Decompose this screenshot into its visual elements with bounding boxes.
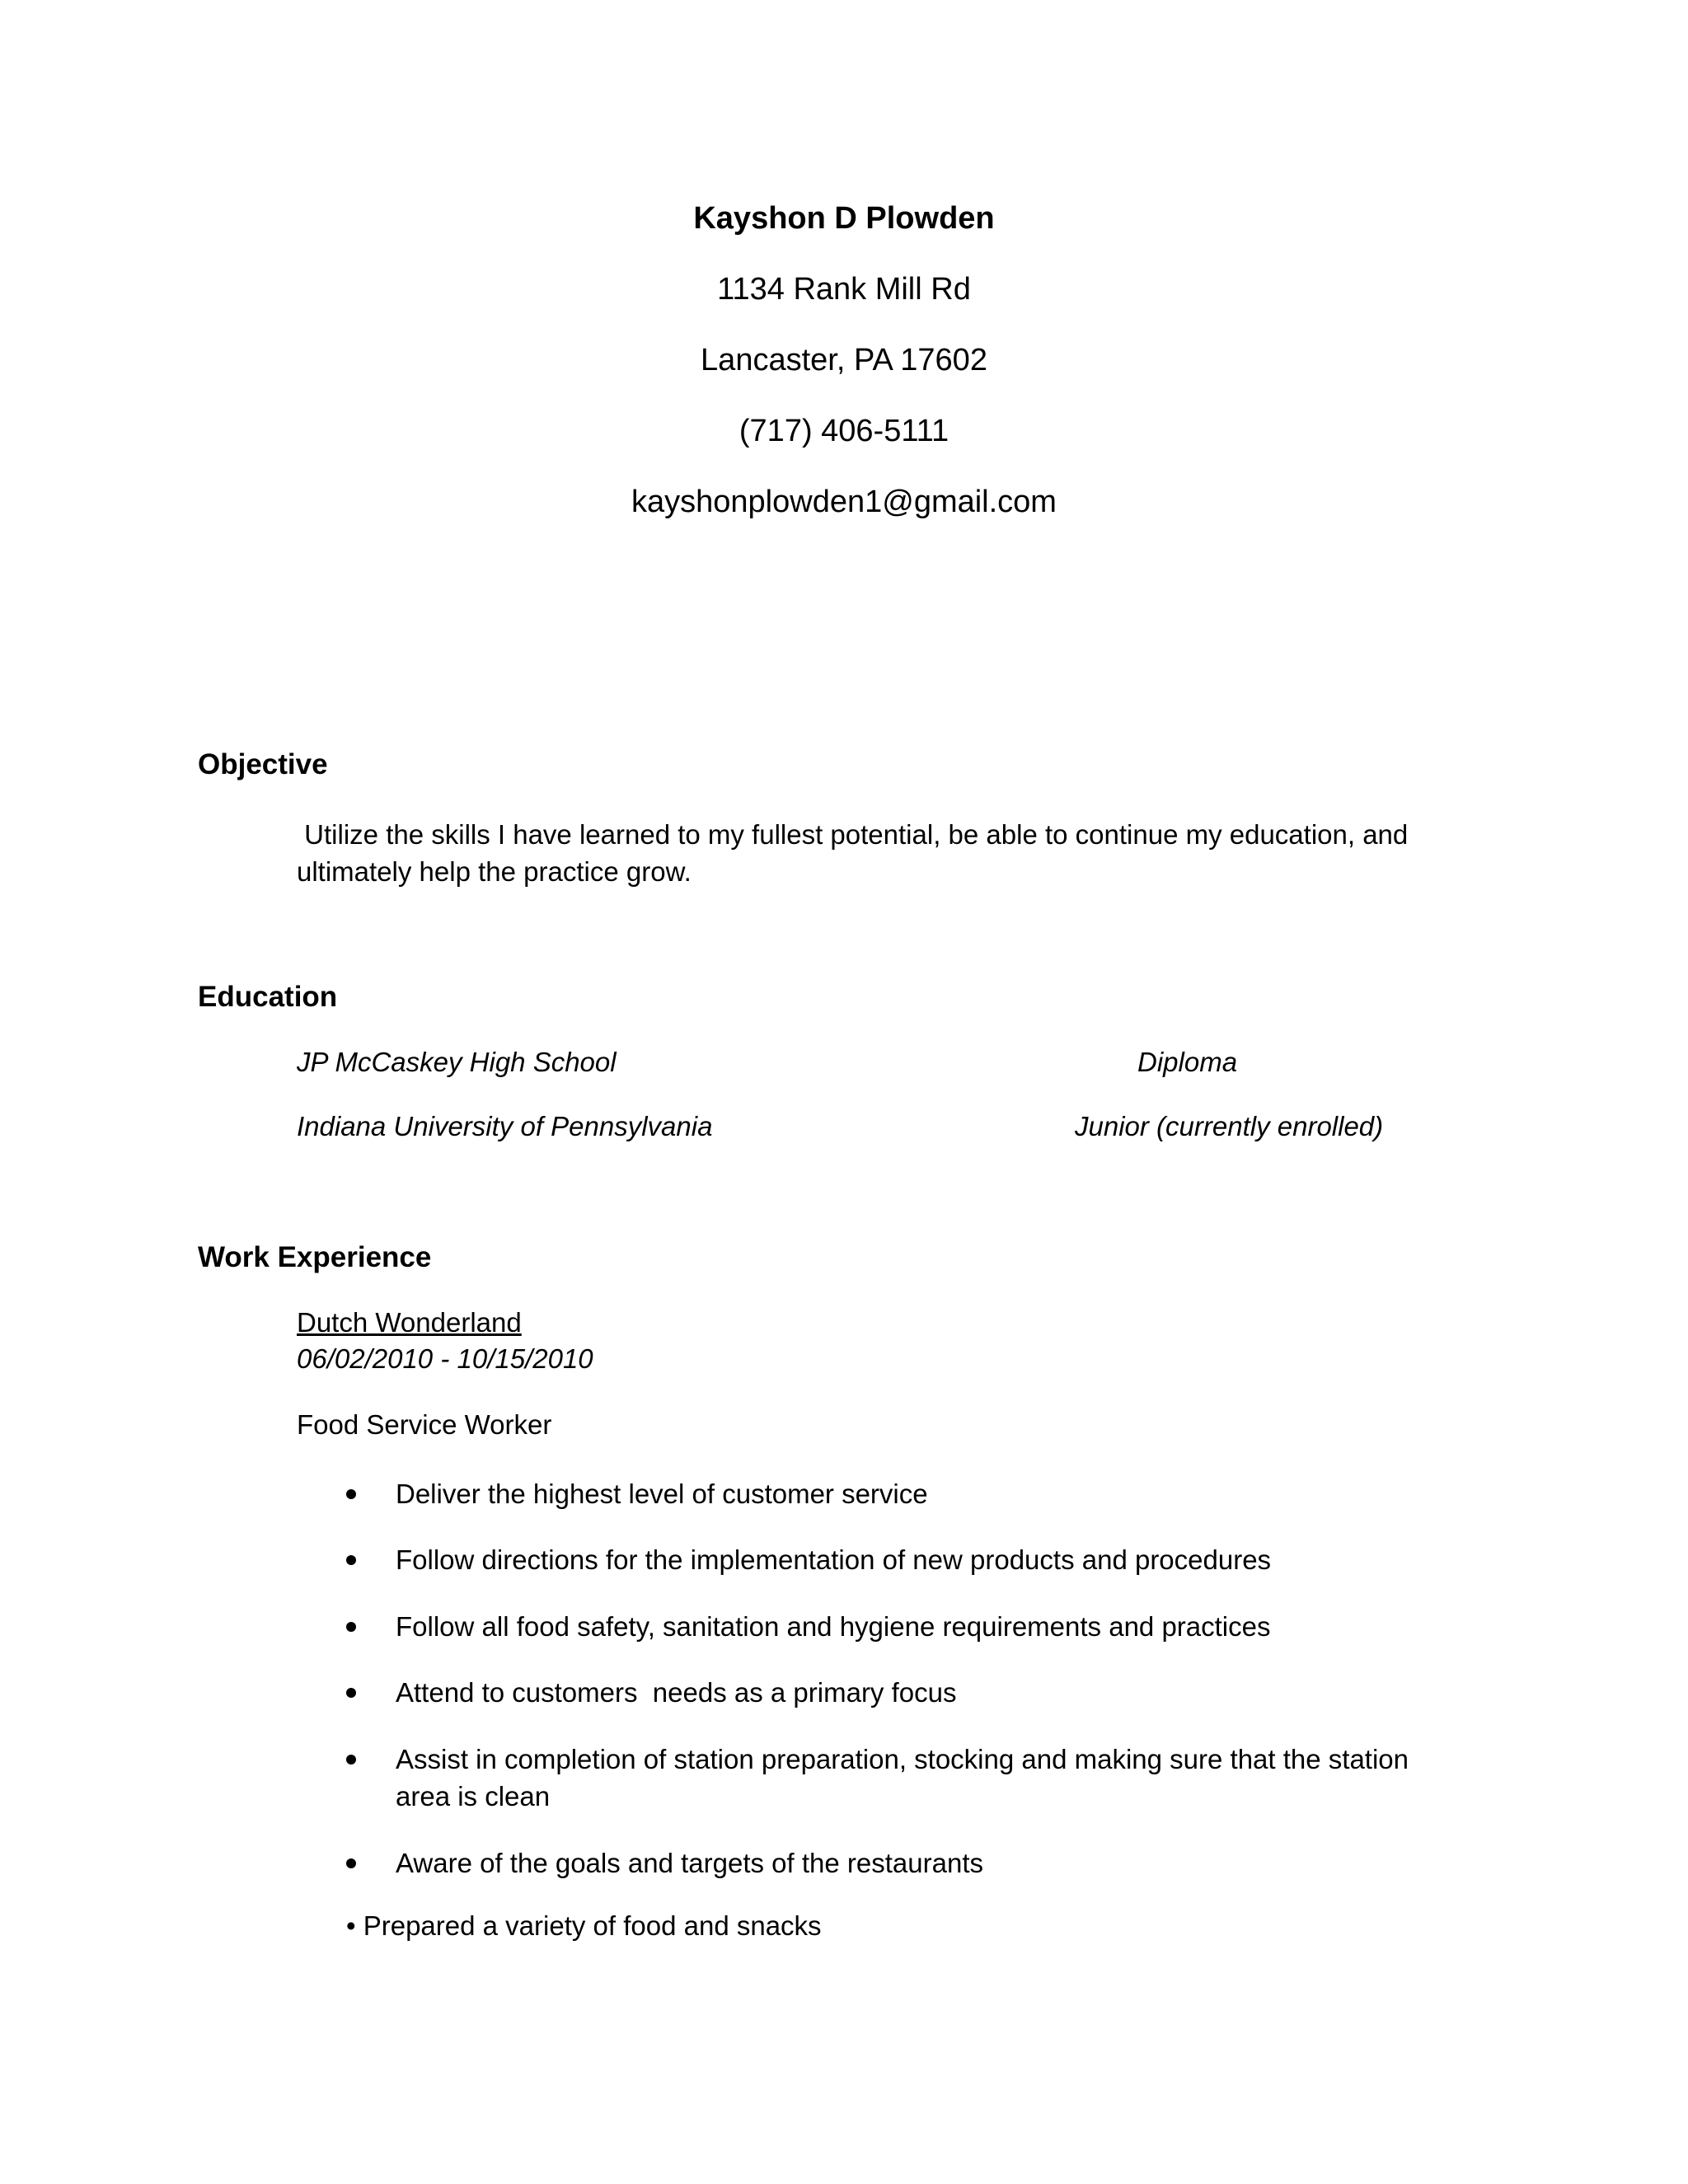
education-entry [297,1111,1451,1148]
bullet-icon [346,1858,356,1868]
job-title: Food Service Worker [297,1409,552,1440]
duty-list-item-inline: • Prepared a variety of food and snacks [346,1910,822,1941]
address-line-1: 1134 Rank Mill Rd [717,272,971,307]
bullet-icon [346,1555,356,1565]
duty-text: Deliver the highest level of customer service [396,1479,928,1509]
employer-name: Dutch Wonderland [297,1307,522,1338]
education-heading: Education [198,981,338,1013]
duty-text: Follow directions for the implementation of new products and procedures [396,1544,1272,1575]
school-name: JP McCaskey High School [297,1047,617,1077]
duty-text: Follow all food safety, sanitation and hygiene requirements and practices [396,1611,1271,1642]
credential: Junior (currently enrolled) [1075,1111,1384,1141]
duty-text: Aware of the goals and targets of the restaurants [396,1848,983,1878]
school-name: Indiana University of Pennsylvania [297,1111,713,1141]
bullet-icon [346,1688,356,1698]
objective-heading: Objective [198,748,328,780]
objective-text: Utilize the skills I have learned to my fullest potential, be able to continue my education, and ultimately help the practice grow. [297,819,1416,887]
duty-text: Attend to customers needs as a primary focus [396,1677,957,1708]
work-experience-heading: Work Experience [198,1241,432,1273]
email-address: kayshonplowden1@gmail.com [631,485,1057,519]
duty-text: Assist in completion of station preparation, stocking and making sure that the station area is clean [396,1744,1417,1811]
education-entry [297,1047,1451,1084]
credential: Diploma [1137,1047,1238,1077]
phone-number: (717) 406-5111 [738,414,950,448]
applicant-name: Kayshon D Plowden [693,201,995,236]
employment-dates: 06/02/2010 - 10/15/2010 [297,1343,593,1374]
bullet-icon [346,1622,356,1632]
address-line-2: Lancaster, PA 17602 [701,343,987,377]
bullet-icon [346,1755,356,1765]
bullet-icon [346,1489,356,1499]
